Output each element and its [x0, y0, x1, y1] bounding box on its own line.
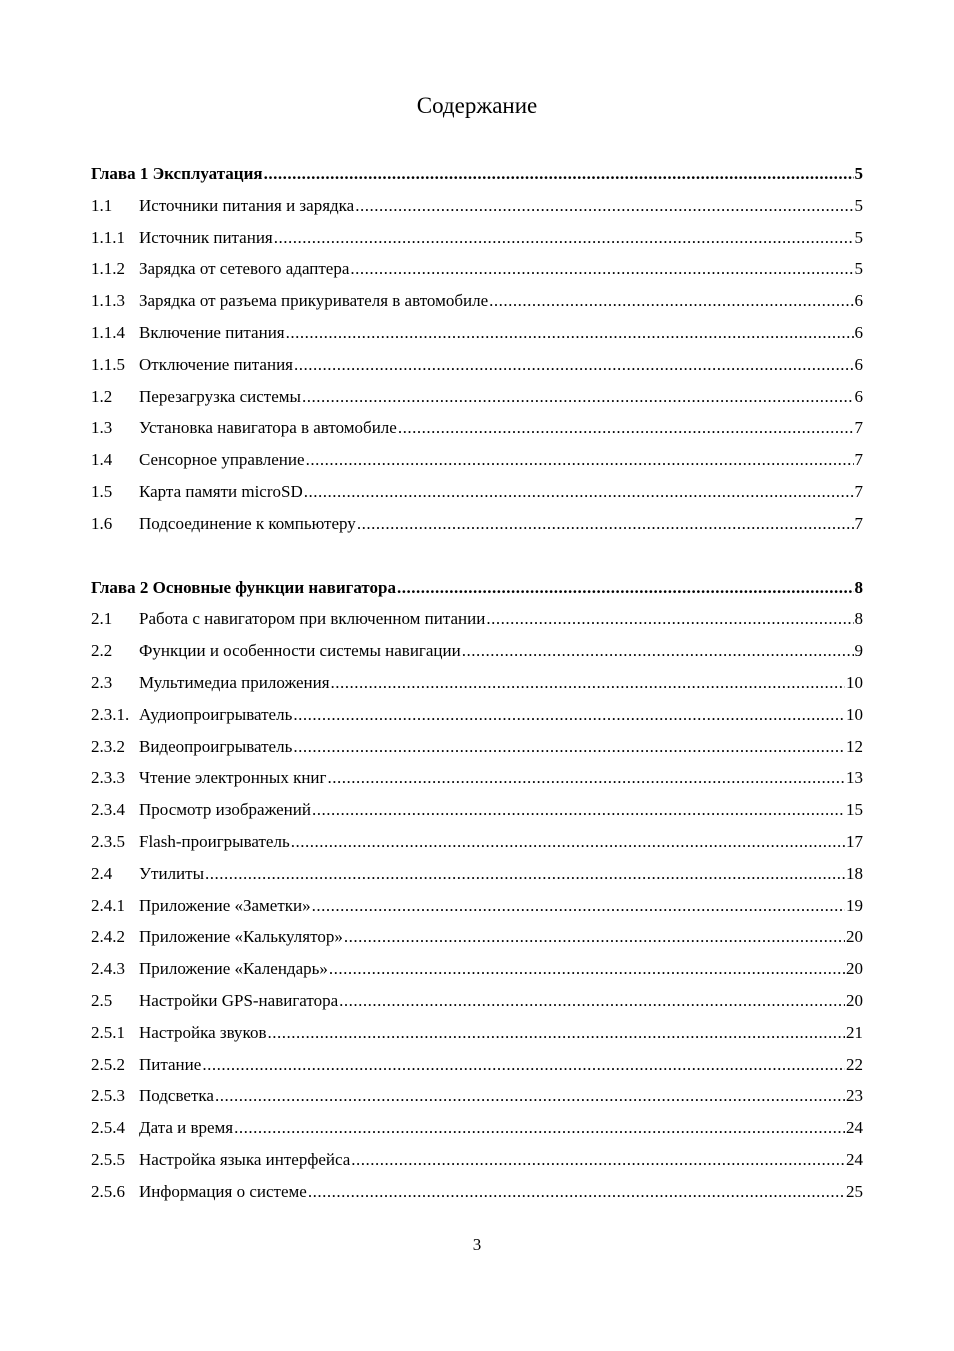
dot-leader	[489, 285, 853, 317]
toc-section-title: Приложение «Календарь»	[139, 959, 328, 979]
toc-section-number: 1.1.2	[91, 259, 125, 279]
toc-page-number: 20	[846, 959, 863, 979]
toc-row[interactable]	[91, 508, 863, 540]
toc-row[interactable]	[91, 253, 863, 285]
toc-page-number: 13	[846, 768, 863, 788]
dot-leader	[274, 222, 854, 254]
toc-section-title: Глава 2 Основные функции навигатора	[91, 577, 396, 597]
toc-section-number: 2.5.5	[91, 1149, 125, 1169]
dot-leader	[286, 317, 854, 349]
toc-section-number: 1.1.4	[91, 322, 125, 342]
toc-page-number: 6	[854, 322, 863, 342]
toc-row[interactable]	[91, 826, 863, 858]
toc-section-number: 1.2	[91, 386, 113, 406]
toc-page-number: 24	[846, 1149, 863, 1169]
toc-section-title: Отключение питания	[139, 354, 293, 374]
toc-row[interactable]	[91, 444, 863, 476]
dot-leader	[331, 667, 845, 699]
toc-section-title: Зарядка от сетевого адаптера	[139, 259, 350, 279]
toc-row[interactable]	[91, 890, 863, 922]
table-of-contents	[91, 158, 863, 1208]
toc-row[interactable]	[91, 603, 863, 635]
toc-row[interactable]	[91, 381, 863, 413]
toc-section-number: 2.3.2	[91, 736, 125, 756]
toc-section-number: 2.5	[91, 990, 113, 1010]
toc-page-number: 5	[854, 227, 863, 247]
toc-page-number: 17	[846, 831, 863, 851]
toc-page-number: 5	[854, 195, 863, 215]
toc-page-number: 5	[854, 164, 863, 183]
toc-row[interactable]	[91, 317, 863, 349]
toc-page-number: 7	[854, 418, 863, 438]
toc-section-number: 1.4	[91, 450, 113, 470]
toc-page-number: 8	[854, 609, 863, 629]
dot-leader	[397, 572, 854, 604]
toc-section-title: Настройка звуков	[139, 1022, 267, 1042]
toc-row[interactable]	[91, 222, 863, 254]
toc-row[interactable]	[91, 699, 863, 731]
toc-page-number: 22	[846, 1054, 863, 1074]
toc-section-title: Сенсорное управление	[139, 450, 305, 470]
toc-page-number: 7	[854, 481, 863, 501]
dot-leader	[302, 381, 854, 413]
toc-row[interactable]	[91, 412, 863, 444]
toc-row[interactable]	[91, 285, 863, 317]
toc-section-number: 2.4.1	[91, 895, 125, 915]
toc-section-number: 1.1.3	[91, 291, 125, 311]
toc-row[interactable]	[91, 667, 863, 699]
toc-row[interactable]	[91, 1112, 863, 1144]
dot-leader	[329, 953, 845, 985]
toc-section-title: Информация о системе	[139, 1181, 307, 1201]
dot-leader	[328, 762, 846, 794]
toc-row[interactable]	[91, 476, 863, 508]
toc-row[interactable]	[91, 1049, 863, 1081]
dot-leader	[308, 1176, 845, 1208]
toc-row[interactable]	[91, 1176, 863, 1208]
toc-section-title: Подсоединение к компьютеру	[139, 513, 356, 533]
toc-section-title: Перезагрузка системы	[139, 386, 301, 406]
page-number: 3	[472, 1235, 482, 1254]
toc-page-number: 20	[846, 927, 863, 947]
toc-section-title: Настройки GPS-навигатора	[139, 990, 339, 1010]
toc-section-number: 2.4	[91, 863, 113, 883]
toc-row[interactable]	[91, 1017, 863, 1049]
dot-leader	[339, 985, 845, 1017]
toc-page-number: 5	[854, 259, 863, 279]
toc-section-number: 2.5.4	[91, 1118, 125, 1138]
toc-row[interactable]	[91, 190, 863, 222]
toc-section-number: 2.3.5	[91, 831, 125, 851]
toc-section-number: 2.3.3	[91, 768, 125, 788]
toc-section-number: 2.3	[91, 672, 113, 692]
toc-section-title: Карта памяти microSD	[139, 481, 303, 501]
dot-leader	[398, 412, 854, 444]
toc-page-number: 23	[846, 1086, 863, 1106]
dot-leader	[264, 158, 854, 190]
toc-section-title: Утилиты	[139, 863, 204, 883]
toc-section-title: Глава 1 Эксплуатация	[91, 164, 263, 183]
toc-page-number: 6	[854, 386, 863, 406]
toc-section-number: 2.2	[91, 641, 113, 661]
toc-section-title: Источник питания	[139, 227, 273, 247]
toc-section-title: Включение питания	[139, 322, 285, 342]
toc-page-number: 20	[846, 990, 863, 1010]
toc-page-number: 7	[854, 513, 863, 533]
toc-row[interactable]	[91, 921, 863, 953]
toc-section-title: Зарядка от разъема прикуривателя в автомобиле	[139, 291, 489, 311]
dot-leader	[306, 444, 854, 476]
dot-leader	[350, 253, 853, 285]
toc-page-number: 24	[846, 1118, 863, 1138]
dot-leader	[355, 190, 853, 222]
toc-page-number: 10	[846, 672, 863, 692]
toc-section-number: 1.6	[91, 513, 113, 533]
toc-row[interactable]	[91, 1080, 863, 1112]
toc-section-number: 2.5.6	[91, 1181, 125, 1201]
toc-page-number: 9	[854, 641, 863, 661]
toc-section-title: Подсветка	[139, 1086, 214, 1106]
toc-page-number: 21	[846, 1022, 863, 1042]
toc-page-number: 19	[846, 895, 863, 915]
toc-section-number: 2.3.1.	[91, 704, 130, 724]
toc-chapter-row[interactable]	[91, 572, 863, 604]
toc-section-title: Flash-проигрыватель	[139, 831, 290, 851]
page-title: Содержание	[416, 93, 538, 118]
dot-leader	[291, 826, 845, 858]
dot-leader	[462, 635, 854, 667]
toc-section-number: 2.4.2	[91, 927, 125, 947]
toc-section-number: 2.5.3	[91, 1086, 125, 1106]
toc-row[interactable]	[91, 794, 863, 826]
toc-section-number: 1.1	[91, 195, 113, 215]
dot-leader	[294, 349, 854, 381]
dot-leader	[304, 476, 854, 508]
toc-row[interactable]	[91, 635, 863, 667]
toc-row[interactable]	[91, 731, 863, 763]
toc-page-number: 25	[846, 1181, 863, 1201]
toc-section-number: 2.1	[91, 609, 113, 629]
toc-row[interactable]	[91, 985, 863, 1017]
dot-leader	[312, 794, 845, 826]
toc-section-title: Дата и время	[139, 1118, 234, 1138]
dot-leader	[215, 1080, 845, 1112]
dot-leader	[312, 890, 845, 922]
toc-section-title: Работа с навигатором при включенном питании	[139, 609, 486, 629]
toc-page-number: 8	[854, 577, 863, 597]
toc-row[interactable]	[91, 1144, 863, 1176]
toc-section-title: Источники питания и зарядка	[139, 195, 355, 215]
dot-leader	[205, 858, 845, 890]
dot-leader	[344, 921, 845, 953]
toc-row[interactable]	[91, 762, 863, 794]
toc-section-title: Просмотр изображений	[139, 800, 311, 820]
toc-section-title: Мультимедиа приложения	[139, 672, 330, 692]
dot-leader	[293, 699, 845, 731]
toc-section-number: 1.5	[91, 481, 113, 501]
toc-section-number: 2.5.2	[91, 1054, 125, 1074]
toc-section-number: 2.3.4	[91, 800, 125, 820]
dot-leader	[267, 1017, 845, 1049]
toc-section-number: 2.5.1	[91, 1022, 125, 1042]
toc-row[interactable]	[91, 858, 863, 890]
toc-section-title: Видеопроигрыватель	[139, 736, 293, 756]
toc-row[interactable]	[91, 349, 863, 381]
dot-leader	[357, 508, 854, 540]
toc-page-number: 7	[854, 450, 863, 470]
dot-leader	[293, 731, 845, 763]
toc-page-number: 15	[846, 800, 863, 820]
dot-leader	[202, 1049, 845, 1081]
toc-section-title: Функции и особенности системы навигации	[139, 641, 461, 661]
dot-leader	[351, 1144, 845, 1176]
toc-section-title: Установка навигатора в автомобиле	[139, 418, 397, 438]
toc-section-title: Приложение «Калькулятор»	[139, 927, 343, 947]
toc-page-number: 6	[854, 354, 863, 374]
toc-section-title: Настройка языка интерфейса	[139, 1149, 351, 1169]
toc-section-title: Аудиопроигрыватель	[139, 704, 293, 724]
toc-page-number: 12	[846, 736, 863, 756]
toc-section-number: 1.3	[91, 418, 113, 438]
toc-section-number: 1.1.5	[91, 354, 125, 374]
toc-section-title: Приложение «Заметки»	[139, 895, 311, 915]
toc-section-number: 2.4.3	[91, 959, 125, 979]
toc-page-number: 6	[854, 291, 863, 311]
dot-leader	[234, 1112, 845, 1144]
toc-chapter-row[interactable]	[91, 158, 863, 190]
toc-page-number: 10	[846, 704, 863, 724]
toc-page-number: 18	[846, 863, 863, 883]
toc-section-number: 1.1.1	[91, 227, 125, 247]
dot-leader	[486, 603, 853, 635]
toc-section-title: Чтение электронных книг	[139, 768, 327, 788]
toc-section-title: Питание	[139, 1054, 202, 1074]
toc-row[interactable]	[91, 953, 863, 985]
